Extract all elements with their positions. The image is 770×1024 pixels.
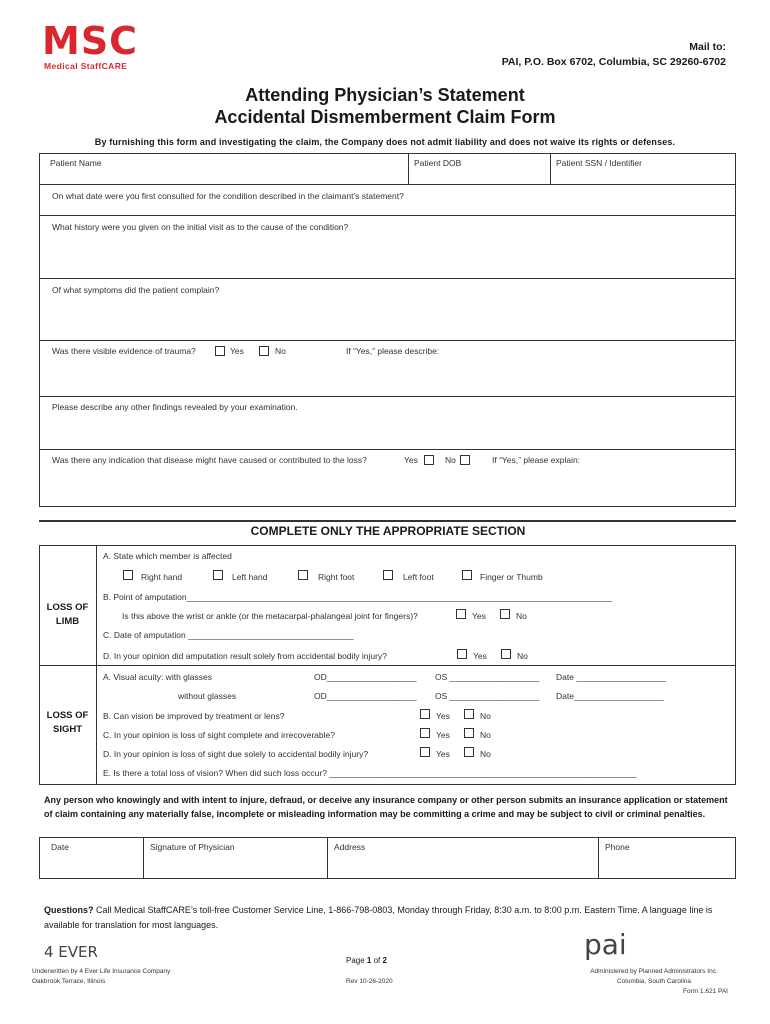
sight-accidental-yes-label: Yes xyxy=(436,749,450,759)
msc-logo: MSC xyxy=(42,19,139,63)
divider xyxy=(39,449,736,450)
trauma-question[interactable]: Was there visible evidence of trauma? xyxy=(52,346,196,356)
od-without-glasses-field[interactable]: OD___________________ xyxy=(314,691,417,701)
questions-text: Call Medical StaffCARE’s toll-free Customer Service Line, 1-866-798-0803, Monday through Friday, 8:30 a.m. to 8:00 p.m. Eastern Time. A language line is available for translation for most languages. xyxy=(44,905,713,930)
questions-note xyxy=(44,903,734,933)
mail-address: PAI, P.O. Box 6702, Columbia, SC 29260-6702 xyxy=(501,56,726,68)
section-rule xyxy=(39,520,736,522)
sight-irrecoverable-no-label: No xyxy=(480,730,491,740)
point-of-amputation-field[interactable]: B. Point of amputation__________________________________________________________________________________________ xyxy=(103,592,613,602)
trauma-describe-label: If “Yes,” please describe: xyxy=(346,346,440,356)
amputation-no-label: No xyxy=(517,651,528,661)
total-loss-vision-field[interactable]: E. Is there a total loss of vision? When did such loss occur? _________________________________________________________________ xyxy=(103,768,637,778)
above-wrist-no-label: No xyxy=(516,611,527,621)
history-question[interactable]: What history were you given on the initial visit as to the cause of the condition? xyxy=(52,222,349,232)
finger-thumb-label: Finger or Thumb xyxy=(480,572,543,582)
vision-improved-question: B. Can vision be improved by treatment or lens? xyxy=(103,711,285,721)
disease-question[interactable]: Was there any indication that disease might have caused or contributed to the loss? xyxy=(52,455,367,465)
revision-date: Rev 10-26-2020 xyxy=(346,978,393,985)
divider xyxy=(408,153,409,184)
left-hand-checkbox[interactable] xyxy=(213,570,223,580)
phone-field[interactable]: Phone xyxy=(605,842,630,852)
right-foot-label: Right foot xyxy=(318,572,355,582)
disease-no-label: No xyxy=(445,455,456,465)
page-word: Page xyxy=(346,956,367,965)
sight-accidental-no-checkbox[interactable] xyxy=(464,747,474,757)
sight-accidental-yes-checkbox[interactable] xyxy=(420,747,430,757)
patient-ssn-field[interactable]: Patient SSN / Identifier xyxy=(556,158,642,168)
disease-no-checkbox[interactable] xyxy=(460,455,470,465)
administered-text: Administered by Planned Administrators Inc. xyxy=(590,968,718,975)
page-current: 1 xyxy=(366,956,372,965)
trauma-no-checkbox[interactable] xyxy=(259,346,269,356)
divider xyxy=(327,837,328,879)
amputation-accidental-question: D. In your opinion did amputation result solely from accidental bodily injury? xyxy=(103,651,387,661)
left-foot-checkbox[interactable] xyxy=(383,570,393,580)
os-without-glasses-field[interactable]: OS ___________________ xyxy=(435,691,540,701)
title-line-1: Attending Physician’s Statement xyxy=(245,85,525,105)
fraud-warning: Any person who knowingly and with intent to injure, defraud, or deceive any insurance company or other person submits an insurance application or statement of claim containing any materially false, incomplete or misleading information may be committing a crime and may be subject to civil or criminal penalties. xyxy=(44,795,728,819)
physician-signature-field[interactable]: Signature of Physician xyxy=(150,842,235,852)
divider xyxy=(39,278,736,279)
sight-irrecoverable-yes-label: Yes xyxy=(436,730,450,740)
above-wrist-yes-label: Yes xyxy=(472,611,486,621)
symptoms-question[interactable]: Of what symptoms did the patient complain? xyxy=(52,285,220,295)
mail-to-label: Mail to: xyxy=(689,41,726,53)
vision-improved-no-checkbox[interactable] xyxy=(464,709,474,719)
questions-label: Questions? xyxy=(44,905,94,915)
loss-of-limb-label xyxy=(39,601,96,629)
title-line-2: Accidental Dismemberment Claim Form xyxy=(214,107,556,127)
limb-label-line1: LOSS OF xyxy=(46,602,89,613)
sight-label-line2: SIGHT xyxy=(52,724,83,735)
divider xyxy=(550,153,551,184)
patient-dob-field[interactable]: Patient DOB xyxy=(414,158,462,168)
limb-label-line2: LIMB xyxy=(55,616,80,627)
pai-logo: pai xyxy=(584,928,627,961)
other-findings-question[interactable]: Please describe any other findings revealed by your examination. xyxy=(52,402,298,412)
os-with-glasses-field[interactable]: OS ___________________ xyxy=(435,672,540,682)
underwritten-text: Underwritten by 4 Ever Life Insurance Company xyxy=(32,968,171,975)
divider xyxy=(143,837,144,879)
mail-to-block xyxy=(502,40,726,70)
form-title xyxy=(0,84,770,128)
left-foot-label: Left foot xyxy=(403,572,434,582)
page-of: of xyxy=(371,956,383,965)
right-foot-checkbox[interactable] xyxy=(298,570,308,580)
visual-acuity-without-glasses: without glasses xyxy=(178,691,237,701)
fourever-logo: 4 EVER xyxy=(44,943,98,961)
administered-block xyxy=(579,967,729,987)
form-number: Form 1.621 PAI xyxy=(682,988,728,995)
right-hand-label: Right hand xyxy=(141,572,183,582)
divider xyxy=(39,396,736,397)
above-wrist-no-checkbox[interactable] xyxy=(500,609,510,619)
underwritten-location: Oakbrook Terrace, Illinois xyxy=(32,978,106,985)
divider xyxy=(39,665,736,666)
page-number xyxy=(346,956,387,965)
amputation-no-checkbox[interactable] xyxy=(501,649,511,659)
trauma-no-label: No xyxy=(275,346,286,356)
sign-date-field[interactable]: Date xyxy=(51,842,69,852)
sight-label-line1: LOSS OF xyxy=(46,710,89,721)
sight-accidental-question: D. In your opinion is loss of sight due solely to accidental bodily injury? xyxy=(103,749,369,759)
administered-location: Columbia, South Carolina xyxy=(616,978,692,985)
divider xyxy=(39,215,736,216)
date-without-glasses-field[interactable]: Date___________________ xyxy=(556,691,664,701)
above-wrist-yes-checkbox[interactable] xyxy=(456,609,466,619)
sight-irrecoverable-no-checkbox[interactable] xyxy=(464,728,474,738)
vision-improved-no-label: No xyxy=(480,711,491,721)
disease-explain-label: If “Yes,” please explain: xyxy=(492,455,581,465)
finger-thumb-checkbox[interactable] xyxy=(462,570,472,580)
patient-name-field[interactable]: Patient Name xyxy=(50,158,102,168)
sight-accidental-no-label: No xyxy=(480,749,491,759)
amputation-yes-checkbox[interactable] xyxy=(457,649,467,659)
date-with-glasses-field[interactable]: Date ___________________ xyxy=(556,672,667,682)
msc-logo-subtitle: Medical StaffCARE xyxy=(44,61,128,71)
right-hand-checkbox[interactable] xyxy=(123,570,133,580)
loss-of-sight-label xyxy=(39,709,96,737)
first-consulted-question[interactable]: On what date were you first consulted for the condition described in the claimant’s statement? xyxy=(52,191,404,201)
limb-member-question: A. State which member is affected xyxy=(103,551,232,561)
address-field[interactable]: Address xyxy=(334,842,366,852)
divider xyxy=(598,837,599,879)
trauma-yes-label: Yes xyxy=(230,346,244,356)
trauma-yes-checkbox[interactable] xyxy=(215,346,225,356)
above-wrist-question: Is this above the wrist or ankle (or the metacarpal-phalangeal joint for fingers)? xyxy=(122,611,418,621)
visual-acuity-with-glasses: A. Visual acuity: with glasses xyxy=(103,672,212,682)
date-of-amputation-field[interactable]: C. Date of amputation ___________________________________ xyxy=(103,630,354,640)
sight-irrecoverable-question: C. In your opinion is loss of sight complete and irrecoverable? xyxy=(103,730,335,740)
underwritten-block xyxy=(32,967,170,987)
divider xyxy=(39,340,736,341)
vision-improved-yes-label: Yes xyxy=(436,711,450,721)
sight-irrecoverable-yes-checkbox[interactable] xyxy=(420,728,430,738)
divider xyxy=(39,184,736,185)
disclaimer: By furnishing this form and investigating the claim, the Company does not admit liability and does not waive its rights or defenses. xyxy=(94,137,676,147)
disease-yes-checkbox[interactable] xyxy=(424,455,434,465)
section-title: COMPLETE ONLY THE APPROPRIATE SECTION xyxy=(250,524,526,538)
od-with-glasses-field[interactable]: OD___________________ xyxy=(314,672,417,682)
vision-improved-yes-checkbox[interactable] xyxy=(420,709,430,719)
page-total: 2 xyxy=(382,956,387,965)
disease-yes-label: Yes xyxy=(404,455,418,465)
left-hand-label: Left hand xyxy=(232,572,268,582)
amputation-yes-label: Yes xyxy=(473,651,487,661)
patient-info-box xyxy=(39,153,736,507)
